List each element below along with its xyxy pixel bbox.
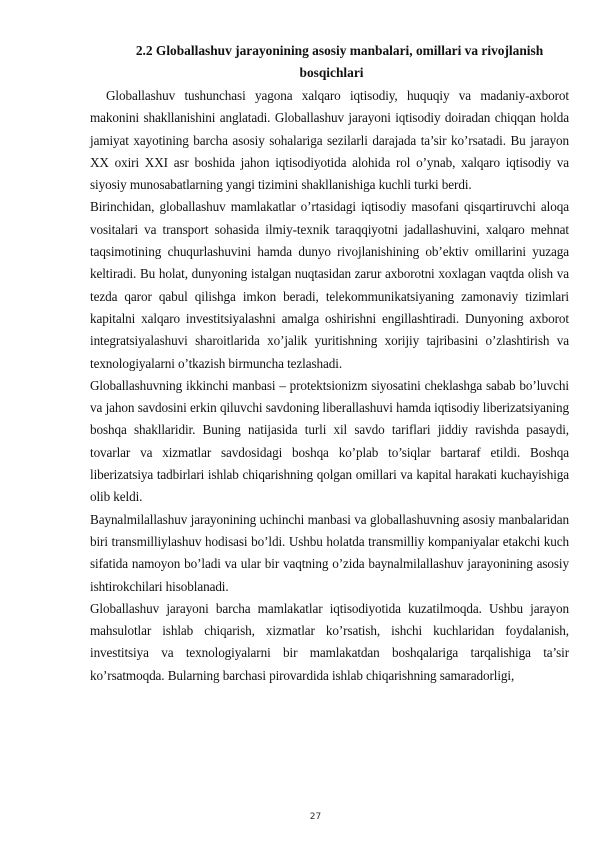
section-heading [90,40,569,84]
paragraph-first-source: Birinchidan, globallashuv mamlakatlar o’rtasidagi iqtisodiy masofani qisqartiruvchi aloqa vositalari va transport sohasida ilmiy-texnik taraqqiyotni jadallashuvini, xalqaro mehnat taqsimotining chuqurlashuvini hamda dunyo rivojlanishining ob’ektiv omillarini yuzaga keltiradi. Bu holat, dunyoning istalgan nuqtasidan zarur axborotni xoxlagan vaqtda olish va tezda qaror qabul qilishga imkon beradi, telekommunikatsiyaning zamonaviy tizimlari kapitalni xalqaro investitsiyalashni amalga oshirishni engillashtiradi. Dunyoning axborot integratsiyalashuvi sharoitlarida xo’jalik yuritishning xorijiy tajribasini o’zlashtirish va texnologiyalarni o’tkazish birmuncha tezlashadi. [90,199,569,371]
document-page [90,40,569,687]
section-heading-line-2: bosqichlari [299,65,364,80]
page-number: 27 [309,812,322,822]
paragraph-second-source: Globallashuvning ikkinchi manbasi – protektsionizm siyosatini cheklashga sabab bo’luvchi va jahon savdosini erkin qiluvchi savdoning liberallashuvi hamda iqtisodiy liberizatsiyaning boshqa shakllaridir. Buning natijasida turli xil savdo tariflari jiddiy ravishda pasaydi, tovarlar va xizmatlar savdosidagi boshqa ko’plab to’siqlar bartaraf etildi. Boshqa liberizatsiya tadbirlari ishlab chiqarishning qolgan omillari va kapital harakati kuchayishiga olib keldi. [90,377,569,505]
paragraph-third-source: Baynalmilallashuv jarayonining uchinchi manbasi va globallashuvning asosiy manbalaridan biri transmilliylashuv hodisasi bo’ldi. Ushbu holatda transmilliy kompaniyalar etakchi kuch sifatida namoyon bo’ladi va ular bir vaqtning o’zida baynalmilallashuv jarayonining asosiy ishtirokchilari hisoblanadi. [90,511,569,594]
paragraph-global-process: Globallashuv jarayoni barcha mamlakatlar iqtisodiyotida kuzatilmoqda. Ushbu jarayon mahsulotlar ishlab chiqarish, xizmatlar ko’rsatish, ishchi kuchlaridan foydalanish, investitsiya va texnologiyalarni bir mamlakatdan boshqalariga tarqalishiga ta’sir ko’rsatmoqda. Bularning barchasi pirovardida ishlab chiqarishning samaradorligi, [90,600,569,683]
section-heading-line-1: 2.2 Globallashuv jarayonining asosiy manbalari, omillari va rivojlanish [135,43,544,58]
paragraph-intro: Globallashuv tushunchasi yagona xalqaro iqtisodiy, huquqiy va madaniy-axborot makonini shakllanishini anglatadi. Globallashuv jarayoni iqtisodiy doiradan chiqqan holda jamiyat xayotining barcha asosiy sohalariga sezilarli darajada ta’sir ko’rsatadi. Bu jarayon XX oxiri XXI asr boshida jahon iqtisodiyotida alohida rol o’ynab, xalqaro iqtisodiy va siyosiy munosabatlarning yangi tizimini shakllanishiga kuchli turki berdi. [90,88,569,193]
